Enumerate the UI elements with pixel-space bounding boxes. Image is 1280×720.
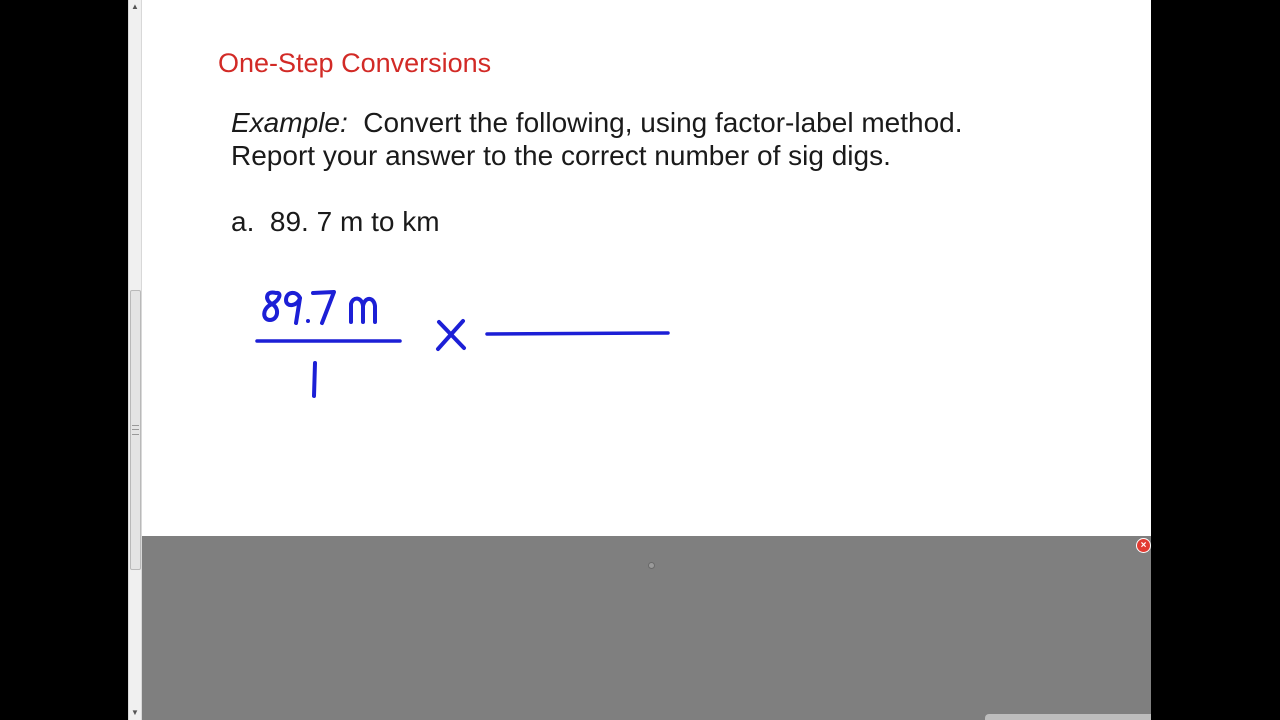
close-icon[interactable]: × <box>1136 538 1151 553</box>
handwritten-work <box>142 0 1151 536</box>
digit-7-stroke <box>313 292 334 323</box>
digit-9-stroke <box>286 293 300 323</box>
bottom-toolbar <box>985 714 1151 720</box>
slide-page <box>142 0 1151 536</box>
lower-panel <box>142 536 1151 720</box>
arrow-up-icon[interactable]: ▲ <box>131 2 139 11</box>
arrow-down-icon[interactable]: ▼ <box>131 708 139 717</box>
problem-a: a. 89. 7 m to km <box>231 206 440 237</box>
letter-m-stroke <box>351 299 375 322</box>
decimal-point <box>306 319 310 323</box>
blank-factor-line <box>487 333 668 334</box>
digit-8-stroke <box>264 292 279 320</box>
slide-title: One-Step Conversions <box>218 48 492 78</box>
example-instruction-continued: Report your answer to the correct number of sig digs. <box>231 140 891 171</box>
vertical-scrollbar[interactable] <box>128 0 142 720</box>
handwritten-numerator <box>264 292 375 323</box>
example-label: Example: <box>231 107 348 138</box>
cursor-icon <box>648 562 655 569</box>
example-text: Convert the following, using factor-label method. <box>347 107 963 138</box>
handwritten-denominator <box>314 363 315 396</box>
grip-icon <box>132 425 139 435</box>
handwritten-operator <box>438 321 464 349</box>
scrollbar-thumb[interactable] <box>130 290 141 570</box>
